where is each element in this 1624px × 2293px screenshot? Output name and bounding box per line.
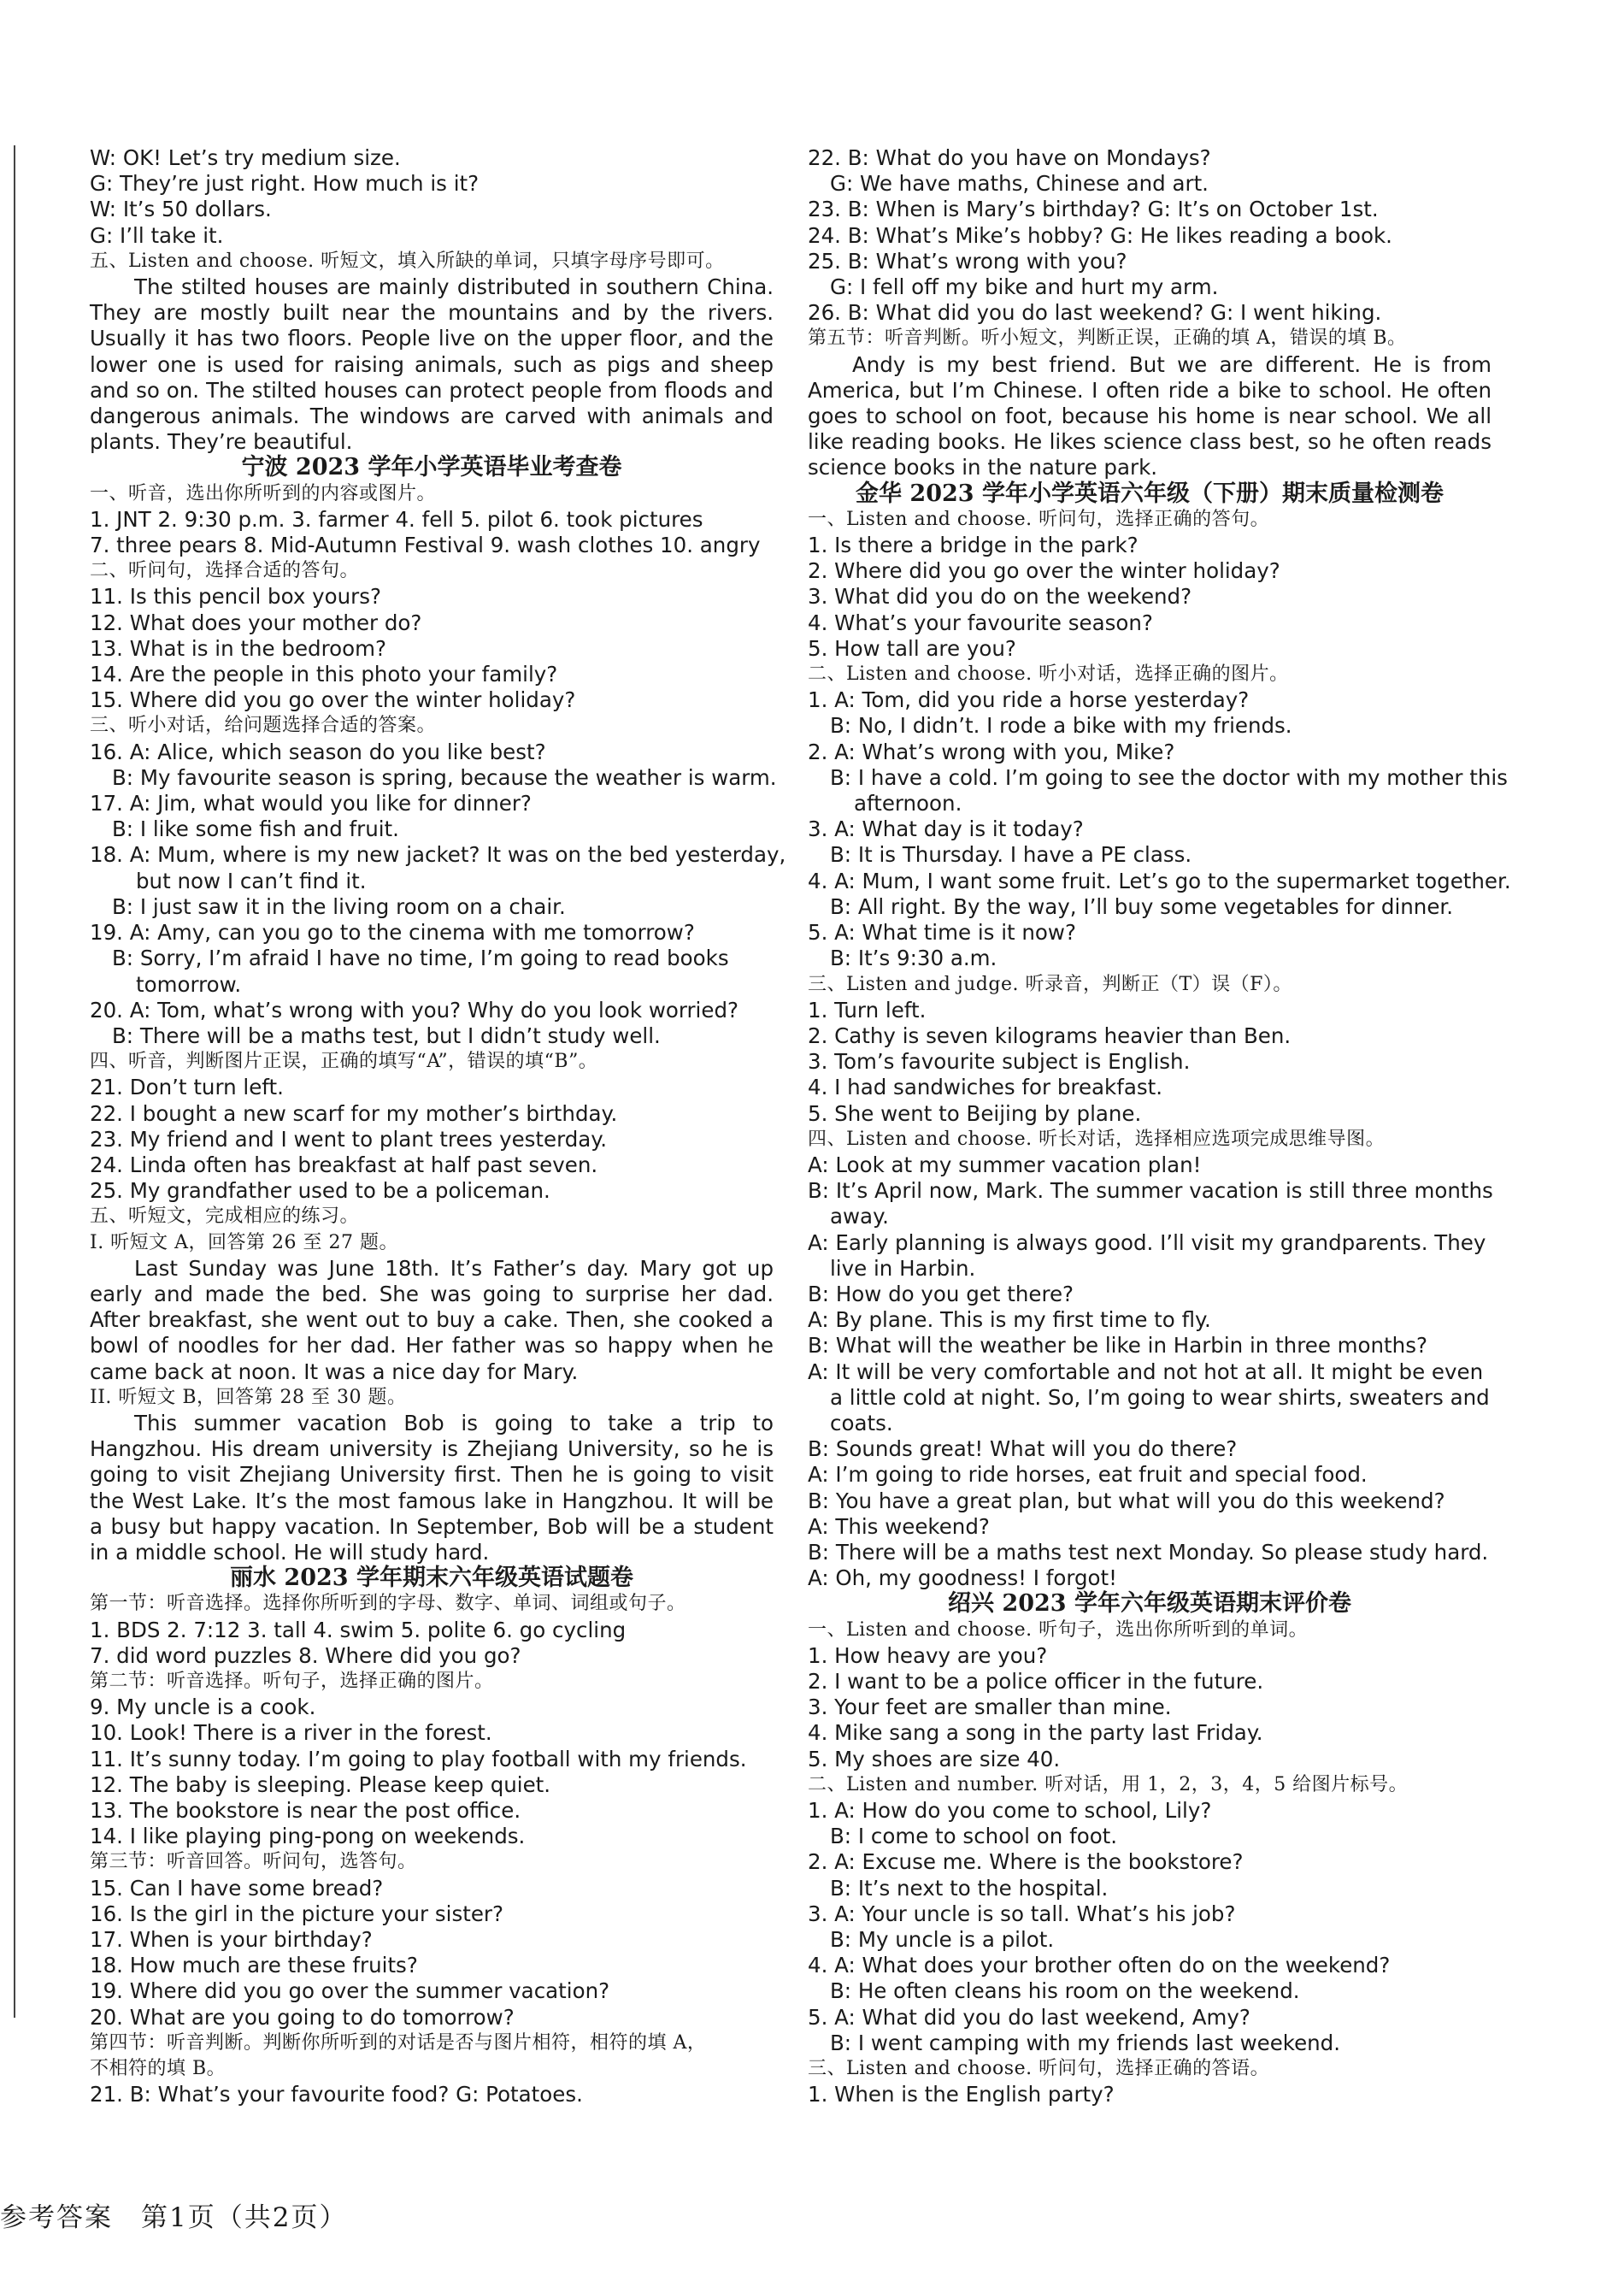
- text-line: W: It’s 50 dollars.: [90, 197, 272, 222]
- section-instruction: 三、Listen and choose. 听问句，选择正确的答语。: [808, 2058, 1270, 2080]
- text-line: A: Look at my summer vacation plan!: [808, 1152, 1202, 1177]
- text-line: 15. Where did you go over the winter holiday?: [90, 687, 576, 713]
- text-line: 11. Is this pencil box yours?: [90, 584, 381, 610]
- text-line: 5. My shoes are size 40.: [808, 1746, 1061, 1771]
- dialogue-line: B: I went camping with my friends last weekend.: [830, 2030, 1341, 2055]
- text-line: 12. The baby is sleeping. Please keep quiet.: [90, 1771, 551, 1797]
- text-line: 24. B: What’s Mike’s hobby? G: He likes reading a book.: [808, 222, 1392, 248]
- text-line: 11. It’s sunny today. I’m going to play football with my friends.: [90, 1746, 747, 1771]
- text-line: 1. Is there a bridge in the park?: [808, 533, 1139, 558]
- text-line: 1. When is the English party?: [808, 2082, 1115, 2107]
- dialogue-line: coats.: [830, 1410, 893, 1435]
- text-line: 19. Where did you go over the summer vacation?: [90, 1978, 610, 2004]
- text-line: 26. B: What did you do last weekend? G: I went hiking.: [808, 300, 1382, 326]
- text-line: 4. A: Mum, I want some fruit. Let’s go to the supermarket together.: [808, 868, 1511, 893]
- text-line: W: OK! Let’s try medium size.: [90, 145, 401, 170]
- text-line: G: They’re just right. How much is it?: [90, 171, 480, 197]
- section-instruction: 第一节：听音选择。选择你所听到的字母、数字、单词、词组或句子。: [90, 1593, 686, 1615]
- text-line: 17. When is your birthday?: [90, 1927, 373, 1953]
- section-instruction: I. 听短文 A，回答第 26 至 27 题。: [90, 1231, 399, 1253]
- text-line: 2. Cathy is seven kilograms heavier than Ben.: [808, 1023, 1292, 1048]
- text-line: 22. I bought a new scarf for my mother’s birthday.: [90, 1100, 618, 1126]
- text-line: 2. Where did you go over the winter holiday?: [808, 558, 1280, 584]
- section-instruction: 不相符的填 B。: [90, 2058, 227, 2080]
- section-instruction: 一、Listen and choose. 听句子，选出你所听到的单词。: [808, 1618, 1309, 1641]
- passage-paragraph: Last Sunday was June 18th. It’s Father’s day. Mary got up early and made the bed. She was going to surprise her dad. After breakfast, she went out to buy a cake. Then, she cooked a bowl of noodles for her dad. Her father was so happy when he came back at noon. It was a nice day for Mary.: [90, 1255, 774, 1384]
- dialogue-line: B: All right. By the way, I’ll buy some vegetables for dinner.: [830, 893, 1454, 919]
- text-line: 20. A: Tom, what’s wrong with you? Why do you look worried?: [90, 997, 738, 1023]
- text-line: G: I’ll take it.: [90, 222, 224, 248]
- text-line: 21. Don’t turn left.: [90, 1075, 284, 1100]
- text-line: 7. did word puzzles 8. Where did you go?: [90, 1642, 521, 1668]
- text-line: 15. Can I have some bread?: [90, 1875, 384, 1901]
- text-line: 16. A: Alice, which season do you like best?: [90, 739, 546, 764]
- section-instruction: 五、Listen and choose. 听短文，填入所缺的单词，只填字母序号即可。: [90, 250, 725, 272]
- text-line: 13. What is in the bedroom?: [90, 635, 386, 661]
- section-instruction: 第四节：听音判断。判断你所听到的对话是否与图片相符，相符的填 A，: [90, 2031, 707, 2054]
- text-line: 1. BDS 2. 7:12 3. tall 4. swim 5. polite 6. go cycling: [90, 1617, 627, 1642]
- left-column: [90, 145, 786, 2107]
- dialogue-line: B: My uncle is a pilot.: [830, 1927, 1055, 1953]
- text-line: 1. A: How do you come to school, Lily?: [808, 1798, 1212, 1823]
- section-instruction: 第五节：听音判断。听小短文，判断正误，正确的填 A，错误的填 B。: [808, 327, 1407, 350]
- text-line: 7. three pears 8. Mid-Autumn Festival 9. wash clothes 10. angry: [90, 533, 761, 558]
- section-instruction: 第二节：听音选择。听句子，选择正确的图片。: [90, 1670, 494, 1692]
- dialogue-line: B: I just saw it in the living room on a chair.: [112, 893, 566, 919]
- dialogue-line: away.: [830, 1204, 889, 1229]
- text-line: 1. Turn left.: [808, 997, 927, 1023]
- text-line: 4. I had sandwiches for breakfast.: [808, 1075, 1163, 1100]
- section-instruction: 二、Listen and choose. 听小对话，选择正确的图片。: [808, 663, 1289, 686]
- text-line: B: It’s April now, Mark. The summer vacation is still three months: [808, 1178, 1493, 1204]
- right-column: [808, 145, 1511, 2107]
- text-line: 14. Are the people in this photo your family?: [90, 662, 558, 687]
- exam-title: 宁波 2023 学年小学英语毕业考查卷: [241, 454, 622, 481]
- text-line: A: Early planning is always good. I’ll visit my grandparents. They: [808, 1229, 1486, 1255]
- text-line: 4. A: What does your brother often do on the weekend?: [808, 1953, 1391, 1978]
- continued-line: but now I can’t find it.: [136, 868, 367, 893]
- exam-title: 绍兴 2023 学年六年级英语期末评价卷: [948, 1590, 1351, 1618]
- text-line: B: What will the weather be like in Harbin in three months?: [808, 1333, 1427, 1359]
- text-line: 14. I like playing ping-pong on weekends.: [90, 1824, 526, 1849]
- text-line: 1. JNT 2. 9:30 p.m. 3. farmer 4. fell 5. pilot 6. took pictures: [90, 506, 703, 532]
- text-line: 25. My grandfather used to be a policeman.: [90, 1178, 550, 1204]
- text-line: 2. A: Excuse me. Where is the bookstore?: [808, 1849, 1244, 1875]
- text-line: B: Sounds great! What will you do there?: [808, 1436, 1238, 1462]
- section-instruction: 二、听问句，选择合适的答句。: [90, 560, 360, 582]
- exam-title: 金华 2023 学年小学英语六年级（下册）期末质量检测卷: [856, 480, 1444, 507]
- text-line: 1. A: Tom, did you ride a horse yesterday?: [808, 687, 1250, 713]
- text-line: 20. What are you going to do tomorrow?: [90, 2004, 515, 2030]
- dialogue-line: B: It’s 9:30 a.m.: [830, 946, 997, 971]
- text-line: 5. A: What did you do last weekend, Amy?: [808, 2004, 1250, 2030]
- text-line: 25. B: What’s wrong with you?: [808, 248, 1127, 274]
- text-line: 4. What’s your favourite season?: [808, 610, 1153, 635]
- dialogue-line: a little cold at night. So, I’m going to wear shirts, sweaters and: [830, 1384, 1490, 1410]
- text-line: 12. What does your mother do?: [90, 610, 422, 635]
- text-line: 10. Look! There is a river in the forest.: [90, 1720, 492, 1746]
- text-line: 18. A: Mum, where is my new jacket? It was on the bed yesterday,: [90, 842, 786, 868]
- section-instruction: 四、听音，判断图片正误，正确的填写“A”，错误的填“B”。: [90, 1051, 598, 1073]
- text-line: A: By plane. This is my first time to fly.: [808, 1307, 1211, 1333]
- text-line: 17. A: Jim, what would you like for dinner?: [90, 791, 532, 816]
- dialogue-line: B: There will be a maths test, but I didn’t study well.: [112, 1023, 661, 1048]
- section-instruction: 三、Listen and judge. 听录音，判断正（T）误（F）。: [808, 973, 1292, 995]
- dialogue-line: B: It’s next to the hospital.: [830, 1875, 1109, 1901]
- text-line: A: It will be very comfortable and not hot at all. It might be even: [808, 1359, 1484, 1384]
- dialogue-line: live in Harbin.: [830, 1255, 976, 1281]
- section-instruction: 五、听短文，完成相应的练习。: [90, 1205, 360, 1228]
- text-line: 5. How tall are you?: [808, 635, 1016, 661]
- text-line: 2. I want to be a police officer in the future.: [808, 1668, 1264, 1694]
- dialogue-line: B: He often cleans his room on the weekend.: [830, 1978, 1300, 2004]
- passage-paragraph: This summer vacation Bob is going to take a trip to Hangzhou. His dream university is Zhejiang University, so he is going to visit Zhejiang University first. Then he is going to visit the West Lake. It’s the most famous lake in Hangzhou. It will be a busy but happy vacation. In September, Bob will be a student in a middle school. He will study hard.: [90, 1410, 774, 1565]
- dialogue-line: B: No, I didn’t. I rode a bike with my friends.: [830, 713, 1292, 739]
- text-line: B: There will be a maths test next Monday. So please study hard.: [808, 1539, 1489, 1565]
- dialogue-line: G: We have maths, Chinese and art.: [830, 171, 1209, 197]
- text-line: 16. Is the girl in the picture your sister?: [90, 1901, 503, 1926]
- text-line: A: Oh, my goodness! I forgot!: [808, 1565, 1117, 1591]
- text-line: 23. B: When is Mary’s birthday? G: It’s on October 1st.: [808, 197, 1379, 222]
- text-line: B: You have a great plan, but what will you do this weekend?: [808, 1488, 1445, 1513]
- text-line: 24. Linda often has breakfast at half past seven.: [90, 1152, 598, 1177]
- text-line: 23. My friend and I went to plant trees yesterday.: [90, 1126, 608, 1152]
- text-line: 1. How heavy are you?: [808, 1642, 1048, 1668]
- text-line: 3. Your feet are smaller than mine.: [808, 1695, 1172, 1720]
- text-line: A: This weekend?: [808, 1513, 990, 1539]
- text-line: 5. She went to Beijing by plane.: [808, 1100, 1142, 1126]
- text-line: 5. A: What time is it now?: [808, 920, 1076, 946]
- text-line: 21. B: What’s your favourite food? G: Potatoes.: [90, 2082, 583, 2107]
- dialogue-line: G: I fell off my bike and hurt my arm.: [830, 274, 1219, 300]
- text-line: 19. A: Amy, can you go to the cinema with me tomorrow?: [90, 920, 695, 946]
- section-instruction: 三、听小对话，给问题选择合适的答案。: [90, 715, 437, 737]
- dialogue-line: B: Sorry, I’m afraid I have no time, I’m going to read books: [112, 946, 729, 971]
- text-line: 3. What did you do on the weekend?: [808, 584, 1192, 610]
- page-footer: 参考答案 第1页（共2页）: [0, 2202, 348, 2233]
- section-instruction: II. 听短文 B，回答第 28 至 30 题。: [90, 1386, 407, 1408]
- text-line: A: I’m going to ride horses, eat fruit and special food.: [808, 1462, 1368, 1488]
- section-instruction: 一、听音，选出你所听到的内容或图片。: [90, 482, 437, 504]
- page-margin-rule: [14, 145, 15, 2018]
- text-line: 2. A: What’s wrong with you, Mike?: [808, 739, 1175, 764]
- text-line: 22. B: What do you have on Mondays?: [808, 145, 1211, 170]
- passage-paragraph: The stilted houses are mainly distributed in southern China. They are mostly built near the mountains and by the rivers. Usually it has two floors. People live on the upper floor, and the lower one is used for raising animals, such as pigs and sheep and so on. The stilted houses can protect people from floods and dangerous animals. The windows are carved with animals and plants. They’re beautiful.: [90, 274, 774, 455]
- continued-line: afternoon.: [854, 791, 962, 816]
- continued-line: tomorrow.: [136, 971, 242, 997]
- dialogue-line: B: My favourite season is spring, because the weather is warm.: [112, 764, 777, 790]
- section-instruction: 二、Listen and number. 听对话，用 1，2，3，4，5 给图片标号。: [808, 1773, 1409, 1795]
- text-line: 9. My uncle is a cook.: [90, 1695, 316, 1720]
- text-line: 3. A: Your uncle is so tall. What’s his job?: [808, 1901, 1236, 1926]
- passage-paragraph: Andy is my best friend. But we are different. He is from America, but I’m Chinese. I often ride a bike to school. He often goes to school on foot, because his home is near school. We all like reading books. He likes science class best, so he often reads science books in the nature park.: [808, 351, 1492, 480]
- text-line: 4. Mike sang a song in the party last Friday.: [808, 1720, 1263, 1746]
- dialogue-line: B: I have a cold. I’m going to see the doctor with my mother this: [830, 764, 1508, 790]
- text-line: 3. Tom’s favourite subject is English.: [808, 1049, 1191, 1075]
- section-instruction: 一、Listen and choose. 听问句，选择正确的答句。: [808, 508, 1270, 530]
- text-line: 18. How much are these fruits?: [90, 1953, 418, 1978]
- text-line: 3. A: What day is it today?: [808, 816, 1084, 842]
- dialogue-line: B: I like some fish and fruit.: [112, 816, 399, 842]
- dialogue-line: B: I come to school on foot.: [830, 1824, 1118, 1849]
- text-line: B: How do you get there?: [808, 1281, 1074, 1306]
- text-line: 13. The bookstore is near the post office.: [90, 1798, 521, 1823]
- section-instruction: 四、Listen and choose. 听长对话，选择相应选项完成思维导图。: [808, 1128, 1386, 1150]
- dialogue-line: B: It is Thursday. I have a PE class.: [830, 842, 1192, 868]
- exam-title: 丽水 2023 学年期末六年级英语试题卷: [230, 1565, 633, 1592]
- section-instruction: 第三节：听音回答。听问句，选答句。: [90, 1851, 417, 1873]
